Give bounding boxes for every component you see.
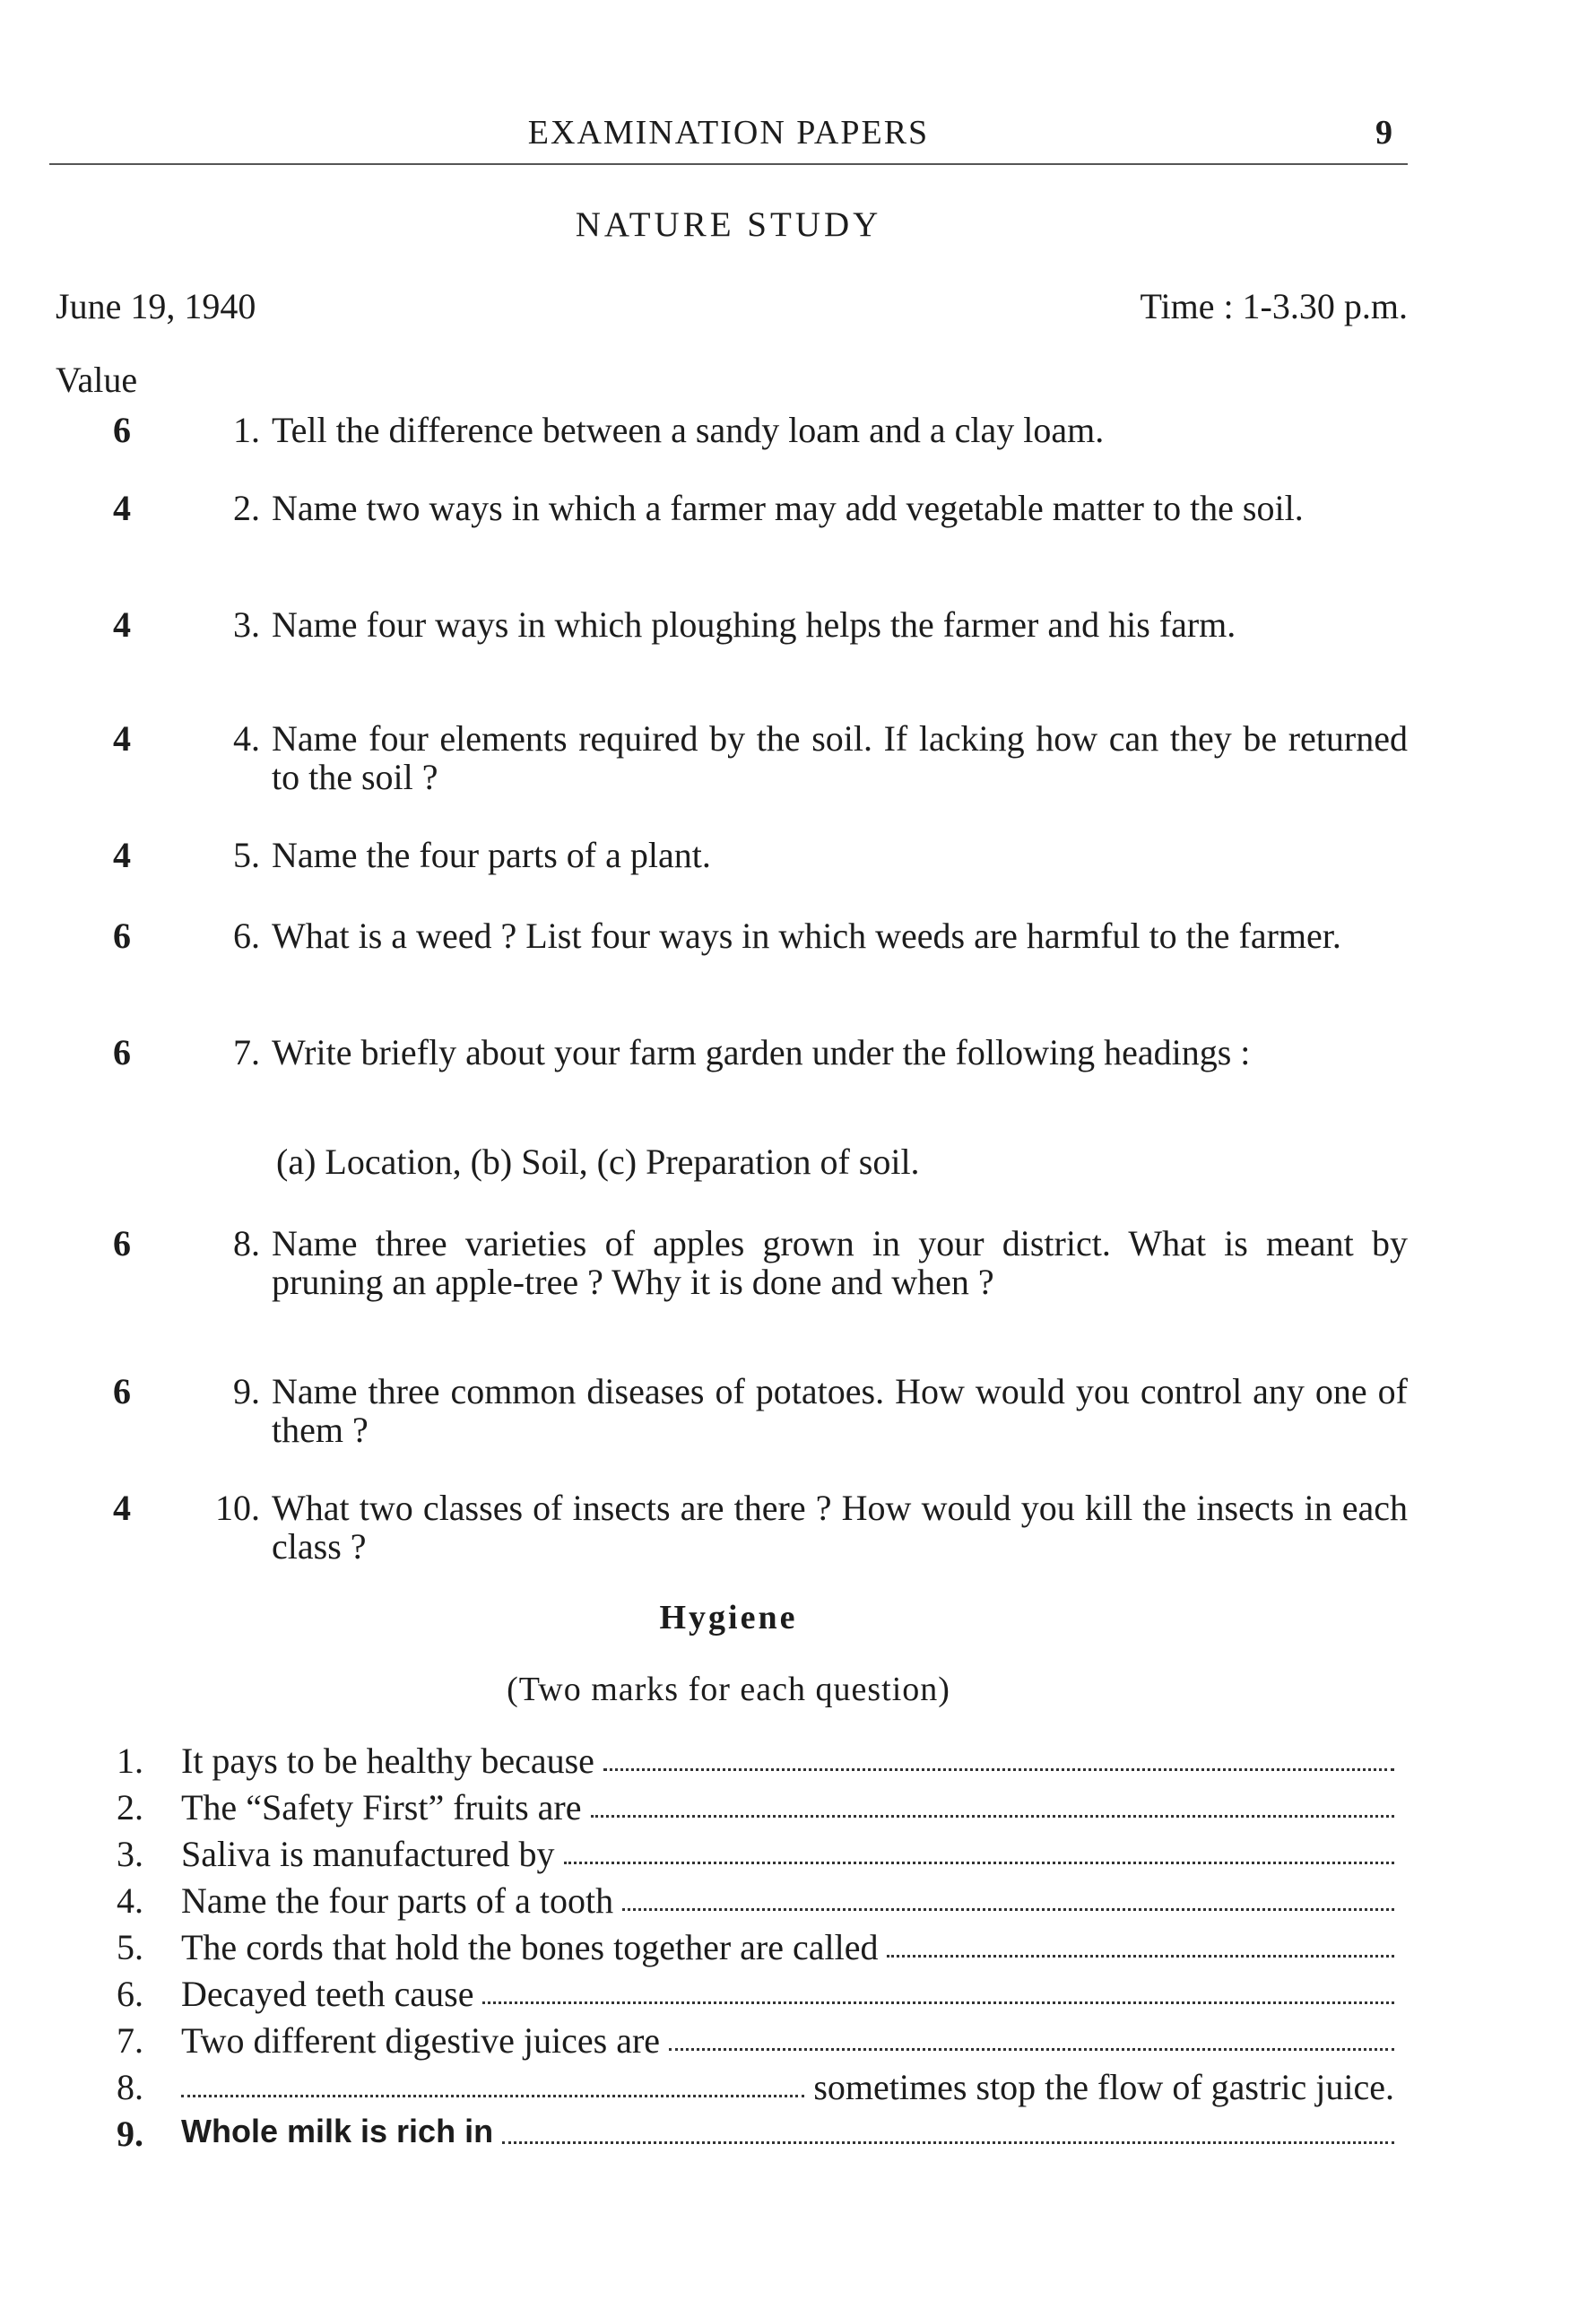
question-text: Write briefly about your farm garden under the following headings : [272, 1032, 1251, 1072]
question-number: 1. [233, 410, 260, 450]
question-text: Name three common diseases of potatoes. How would you control any one of them ? [272, 1371, 1408, 1450]
item-number: 7. [117, 2020, 143, 2061]
question-number: 9. [233, 1371, 260, 1411]
question-number: 2. [233, 488, 260, 528]
answer-blank [603, 1740, 1394, 1771]
hygiene-item-3 [99, 1833, 1408, 1874]
hygiene-title: Hygiene [659, 1599, 798, 1636]
item-text: The “Safety First” fruits are [181, 1787, 582, 1827]
question-value: 6 [113, 410, 131, 450]
value-column-heading: Value [56, 360, 138, 400]
question-number: 5. [233, 835, 260, 875]
hygiene-subtitle: (Two marks for each question) [507, 1671, 950, 1708]
question-number: 7. [233, 1032, 260, 1072]
answer-blank [591, 1786, 1394, 1818]
item-text: Whole milk is rich in [181, 2113, 494, 2149]
question-text: Name four elements required by the soil. If lacking how can they be returned to the soil ? [272, 718, 1408, 797]
question-value: 6 [113, 1371, 131, 1411]
item-text: Two different digestive juices are [181, 2020, 661, 2061]
item-number: 4. [117, 1880, 143, 1921]
question-value: 6 [113, 916, 131, 956]
running-head [49, 108, 1408, 161]
question-number: 3. [233, 604, 260, 645]
item-text: Saliva is manufactured by [181, 1834, 555, 1874]
question-7-subitems: (a) Location, (b) Soil, (c) Preparation of soil. [276, 1142, 920, 1182]
item-number: 8. [117, 2067, 143, 2107]
hygiene-item-6 [99, 1973, 1408, 2014]
header-rule [49, 163, 1408, 165]
answer-blank [564, 1833, 1394, 1864]
item-text: sometimes stop the flow of gastric juice. [813, 2067, 1394, 2107]
hygiene-item-2 [99, 1786, 1408, 1827]
item-number: 1. [117, 1741, 143, 1781]
answer-blank [622, 1880, 1394, 1911]
question-value: 6 [113, 1223, 131, 1263]
item-text: Decayed teeth cause [181, 1974, 474, 2014]
answer-blank [887, 1926, 1394, 1958]
hygiene-item-9 [99, 2113, 1408, 2154]
question-text: What is a weed ? List four ways in which weeds are harmful to the farmer. [272, 916, 1341, 956]
answer-blank [482, 1973, 1394, 2004]
item-number: 2. [117, 1787, 143, 1827]
item-text: Name the four parts of a tooth [181, 1880, 614, 1921]
hygiene-item-7 [99, 2019, 1408, 2061]
answer-blank [502, 2113, 1394, 2144]
answer-blank [669, 2019, 1394, 2051]
question-value: 4 [113, 488, 131, 528]
question-number: 4. [233, 718, 260, 759]
question-text: Name four ways in which ploughing helps the farmer and his farm. [272, 604, 1236, 645]
hygiene-item-8 [99, 2066, 1408, 2107]
question-text: Name the four parts of a plant. [272, 835, 711, 875]
exam-date: June 19, 1940 [56, 286, 256, 326]
item-number: 6. [117, 1974, 143, 2014]
hygiene-item-4 [99, 1880, 1408, 1921]
running-title: EXAMINATION PAPERS [527, 114, 930, 152]
question-number: 6. [233, 916, 260, 956]
section-title: NATURE STUDY [575, 205, 882, 244]
item-text: The cords that hold the bones together are called [181, 1927, 879, 1967]
exam-time: Time : 1-3.30 p.m. [1140, 286, 1408, 326]
question-value: 4 [113, 835, 131, 875]
question-text: Name two ways in which a farmer may add vegetable matter to the soil. [272, 488, 1304, 528]
item-number: 3. [117, 1834, 143, 1874]
question-text: Name three varieties of apples grown in your district. What is meant by pruning an apple-tree ? Why it is done and when ? [272, 1223, 1408, 1302]
question-value: 6 [113, 1032, 131, 1072]
item-number: 5. [117, 1927, 143, 1967]
question-number: 8. [233, 1223, 260, 1263]
hygiene-item-5 [99, 1926, 1408, 1967]
item-number: 9. [117, 2114, 143, 2154]
question-text: What two classes of insects are there ? How would you kill the insects in each class ? [272, 1488, 1408, 1567]
answer-blank [181, 2066, 804, 2097]
page-number: 9 [1375, 114, 1394, 152]
question-value: 4 [113, 1488, 131, 1528]
question-text: Tell the difference between a sandy loam and a clay loam. [272, 410, 1105, 450]
question-number: 10. [215, 1488, 260, 1528]
question-value: 4 [113, 718, 131, 759]
hygiene-item-1 [99, 1740, 1408, 1781]
question-value: 4 [113, 604, 131, 645]
item-text: It pays to be healthy because [181, 1741, 594, 1781]
